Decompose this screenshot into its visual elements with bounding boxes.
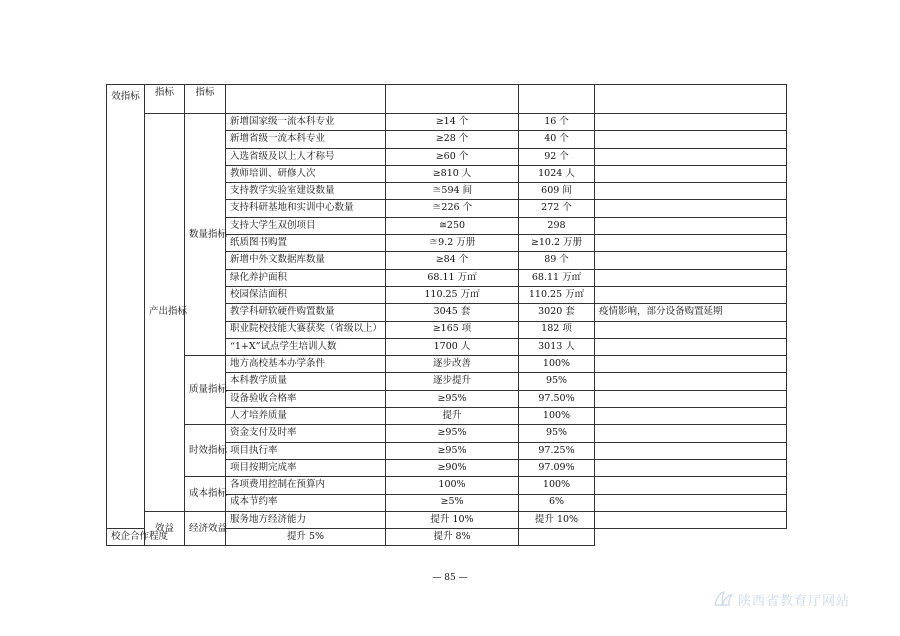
deviation-note <box>595 442 787 459</box>
table-row <box>107 114 787 131</box>
target-value: ≅9.2 万册 <box>386 235 519 252</box>
deviation-note <box>595 511 787 528</box>
actual-value: 100% <box>519 477 595 494</box>
target-value: ≅226 个 <box>386 200 519 217</box>
actual-value: 110.25 万㎡ <box>519 286 595 303</box>
target-value: ≥95% <box>386 390 519 407</box>
indicator-name: 各项费用控制在预算内 <box>226 477 386 494</box>
actual-value: 92 个 <box>519 148 595 165</box>
indicator-name: 成本节约率 <box>226 494 386 511</box>
subcategory-cell-economic <box>185 511 226 546</box>
indicator-name: 本科教学质量 <box>226 373 386 390</box>
table-row <box>107 425 787 442</box>
deviation-note <box>519 529 595 546</box>
target-value: 100% <box>386 477 519 494</box>
target-value: ≥810 人 <box>386 165 519 182</box>
indicator-name: 绿化养护面积 <box>226 269 386 286</box>
actual-value: 89 个 <box>519 252 595 269</box>
target-value: ≥14 个 <box>386 114 519 131</box>
category-label-benefit: 效益 <box>154 522 174 534</box>
table-row <box>107 356 787 373</box>
deviation-note <box>595 200 787 217</box>
deviation-note <box>595 235 787 252</box>
indicator-name: 项目按期完成率 <box>226 459 386 476</box>
third-level-header-label: 指标 <box>195 87 215 98</box>
actual-value: 68.11 万㎡ <box>519 269 595 286</box>
deviation-note <box>595 459 787 476</box>
indicator-name: 新增国家级一流本科专业 <box>226 114 386 131</box>
indicator-name: 教学科研软硬件购置数量 <box>226 304 386 321</box>
deviation-note <box>595 114 787 131</box>
actual-value: 97.25% <box>519 442 595 459</box>
target-value: ≅594 间 <box>386 183 519 200</box>
deviation-note <box>595 269 787 286</box>
actual-value: 609 间 <box>519 183 595 200</box>
deviation-note <box>595 252 787 269</box>
category-label-output: 产出指标 <box>149 306 188 318</box>
subcategory-label-economic: 经济效益 <box>189 522 228 534</box>
indicator-name: 支持科研基地和实训中心数量 <box>226 200 386 217</box>
indicator-name: 校企合作程度 <box>107 529 145 546</box>
indicator-name: 支持大学生双创项目 <box>226 217 386 234</box>
actual-value: ≥10.2 万册 <box>519 235 595 252</box>
actual-value: 97.09% <box>519 459 595 476</box>
target-value: 逐步提升 <box>386 373 519 390</box>
target-value: ≥165 项 <box>386 321 519 338</box>
subcategory-label-quantity: 数量指标 <box>189 228 228 240</box>
deviation-note <box>595 148 787 165</box>
indicator-name: 校园保洁面积 <box>226 286 386 303</box>
target-value: ≥28 个 <box>386 131 519 148</box>
target-value: 提升 <box>386 408 519 425</box>
deviation-note <box>595 217 787 234</box>
table-row <box>107 511 787 528</box>
actual-value: 95% <box>519 425 595 442</box>
subcategory-cell-timeliness <box>185 425 226 477</box>
subcategory-cell-quantity <box>185 114 226 356</box>
target-value: ≥90% <box>386 459 519 476</box>
indicator-name: 入选省级及以上人才称号 <box>226 148 386 165</box>
actual-value: 100% <box>519 356 595 373</box>
target-value: ≥84 个 <box>386 252 519 269</box>
indicator-name: 支持教学实验室建设数量 <box>226 183 386 200</box>
target-value: 3045 套 <box>386 304 519 321</box>
indicator-name: 服务地方经济能力 <box>226 511 386 528</box>
subcategory-cell-quality <box>185 356 226 425</box>
indicator-name: 新增中外文数据库数量 <box>226 252 386 269</box>
header-blank-actual <box>519 85 595 114</box>
indicator-name: 资金支付及时率 <box>226 425 386 442</box>
deviation-note <box>595 286 787 303</box>
header-blank-note <box>595 85 787 114</box>
actual-value: 提升 8% <box>386 529 519 546</box>
header-blank-target <box>386 85 519 114</box>
table-row <box>107 477 787 494</box>
target-value: 1700 人 <box>386 338 519 355</box>
deviation-note <box>595 425 787 442</box>
deviation-note <box>595 183 787 200</box>
actual-value: 182 项 <box>519 321 595 338</box>
indicator-name: 职业院校技能大赛获奖（省级以上） <box>226 321 386 338</box>
actual-value: 3013 人 <box>519 338 595 355</box>
indicator-name: “1+X”试点学生培训人数 <box>226 338 386 355</box>
second-level-header-label: 指标 <box>154 87 174 98</box>
indicator-name: 地方高校基本办学条件 <box>226 356 386 373</box>
indicator-name: 设备验收合格率 <box>226 390 386 407</box>
watermark <box>712 588 892 610</box>
target-value: 提升 5% <box>226 529 386 546</box>
actual-value: 6% <box>519 494 595 511</box>
deviation-note <box>595 373 787 390</box>
deviation-note <box>595 390 787 407</box>
deviation-note <box>595 408 787 425</box>
target-value: ≥60 个 <box>386 148 519 165</box>
deviation-note <box>595 477 787 494</box>
actual-value: 298 <box>519 217 595 234</box>
actual-value: 272 个 <box>519 200 595 217</box>
first-level-indicator-label: 效指标 <box>111 91 140 102</box>
performance-indicator-table <box>106 84 787 546</box>
header-blank-name <box>226 85 386 114</box>
target-value: ≅250 <box>386 217 519 234</box>
target-value: ≥95% <box>386 442 519 459</box>
actual-value: 提升 10% <box>519 511 595 528</box>
indicator-name: 新增省级一流本科专业 <box>226 131 386 148</box>
table-header-row <box>107 85 787 114</box>
actual-value: 95% <box>519 373 595 390</box>
indicator-name: 项目执行率 <box>226 442 386 459</box>
page-number: — 85 — <box>432 573 468 583</box>
subcategory-label-timeliness: 时效指标 <box>189 444 228 456</box>
actual-value: 1024 人 <box>519 165 595 182</box>
target-value: ≥95% <box>386 425 519 442</box>
third-level-header <box>185 85 226 114</box>
first-level-indicator-cell <box>107 85 145 529</box>
target-value: ≥5% <box>386 494 519 511</box>
target-value: 110.25 万㎡ <box>386 286 519 303</box>
target-value: 提升 10% <box>386 511 519 528</box>
deviation-note <box>595 338 787 355</box>
table-body <box>107 85 787 546</box>
actual-value: 40 个 <box>519 131 595 148</box>
logo-icon <box>712 589 734 609</box>
second-level-header <box>145 85 185 114</box>
actual-value: 16 个 <box>519 114 595 131</box>
target-value: 68.11 万㎡ <box>386 269 519 286</box>
subcategory-label-quality: 质量指标 <box>189 384 228 396</box>
watermark-text: 陕西省教育厅网站 <box>738 593 851 609</box>
deviation-note <box>595 321 787 338</box>
deviation-note: 疫情影响，部分设备购置延期 <box>595 304 787 321</box>
actual-value: 100% <box>519 408 595 425</box>
indicator-name: 人才培养质量 <box>226 408 386 425</box>
indicator-name: 教师培训、研修人次 <box>226 165 386 182</box>
deviation-note <box>595 494 787 511</box>
actual-value: 97.50% <box>519 390 595 407</box>
indicator-name: 纸质图书购置 <box>226 235 386 252</box>
category-cell-output <box>145 114 188 512</box>
deviation-note <box>595 131 787 148</box>
target-value: 逐步改善 <box>386 356 519 373</box>
deviation-note <box>595 165 787 182</box>
subcategory-label-cost: 成本指标 <box>189 488 228 500</box>
subcategory-cell-cost <box>185 477 226 512</box>
actual-value: 3020 套 <box>519 304 595 321</box>
deviation-note <box>595 356 787 373</box>
